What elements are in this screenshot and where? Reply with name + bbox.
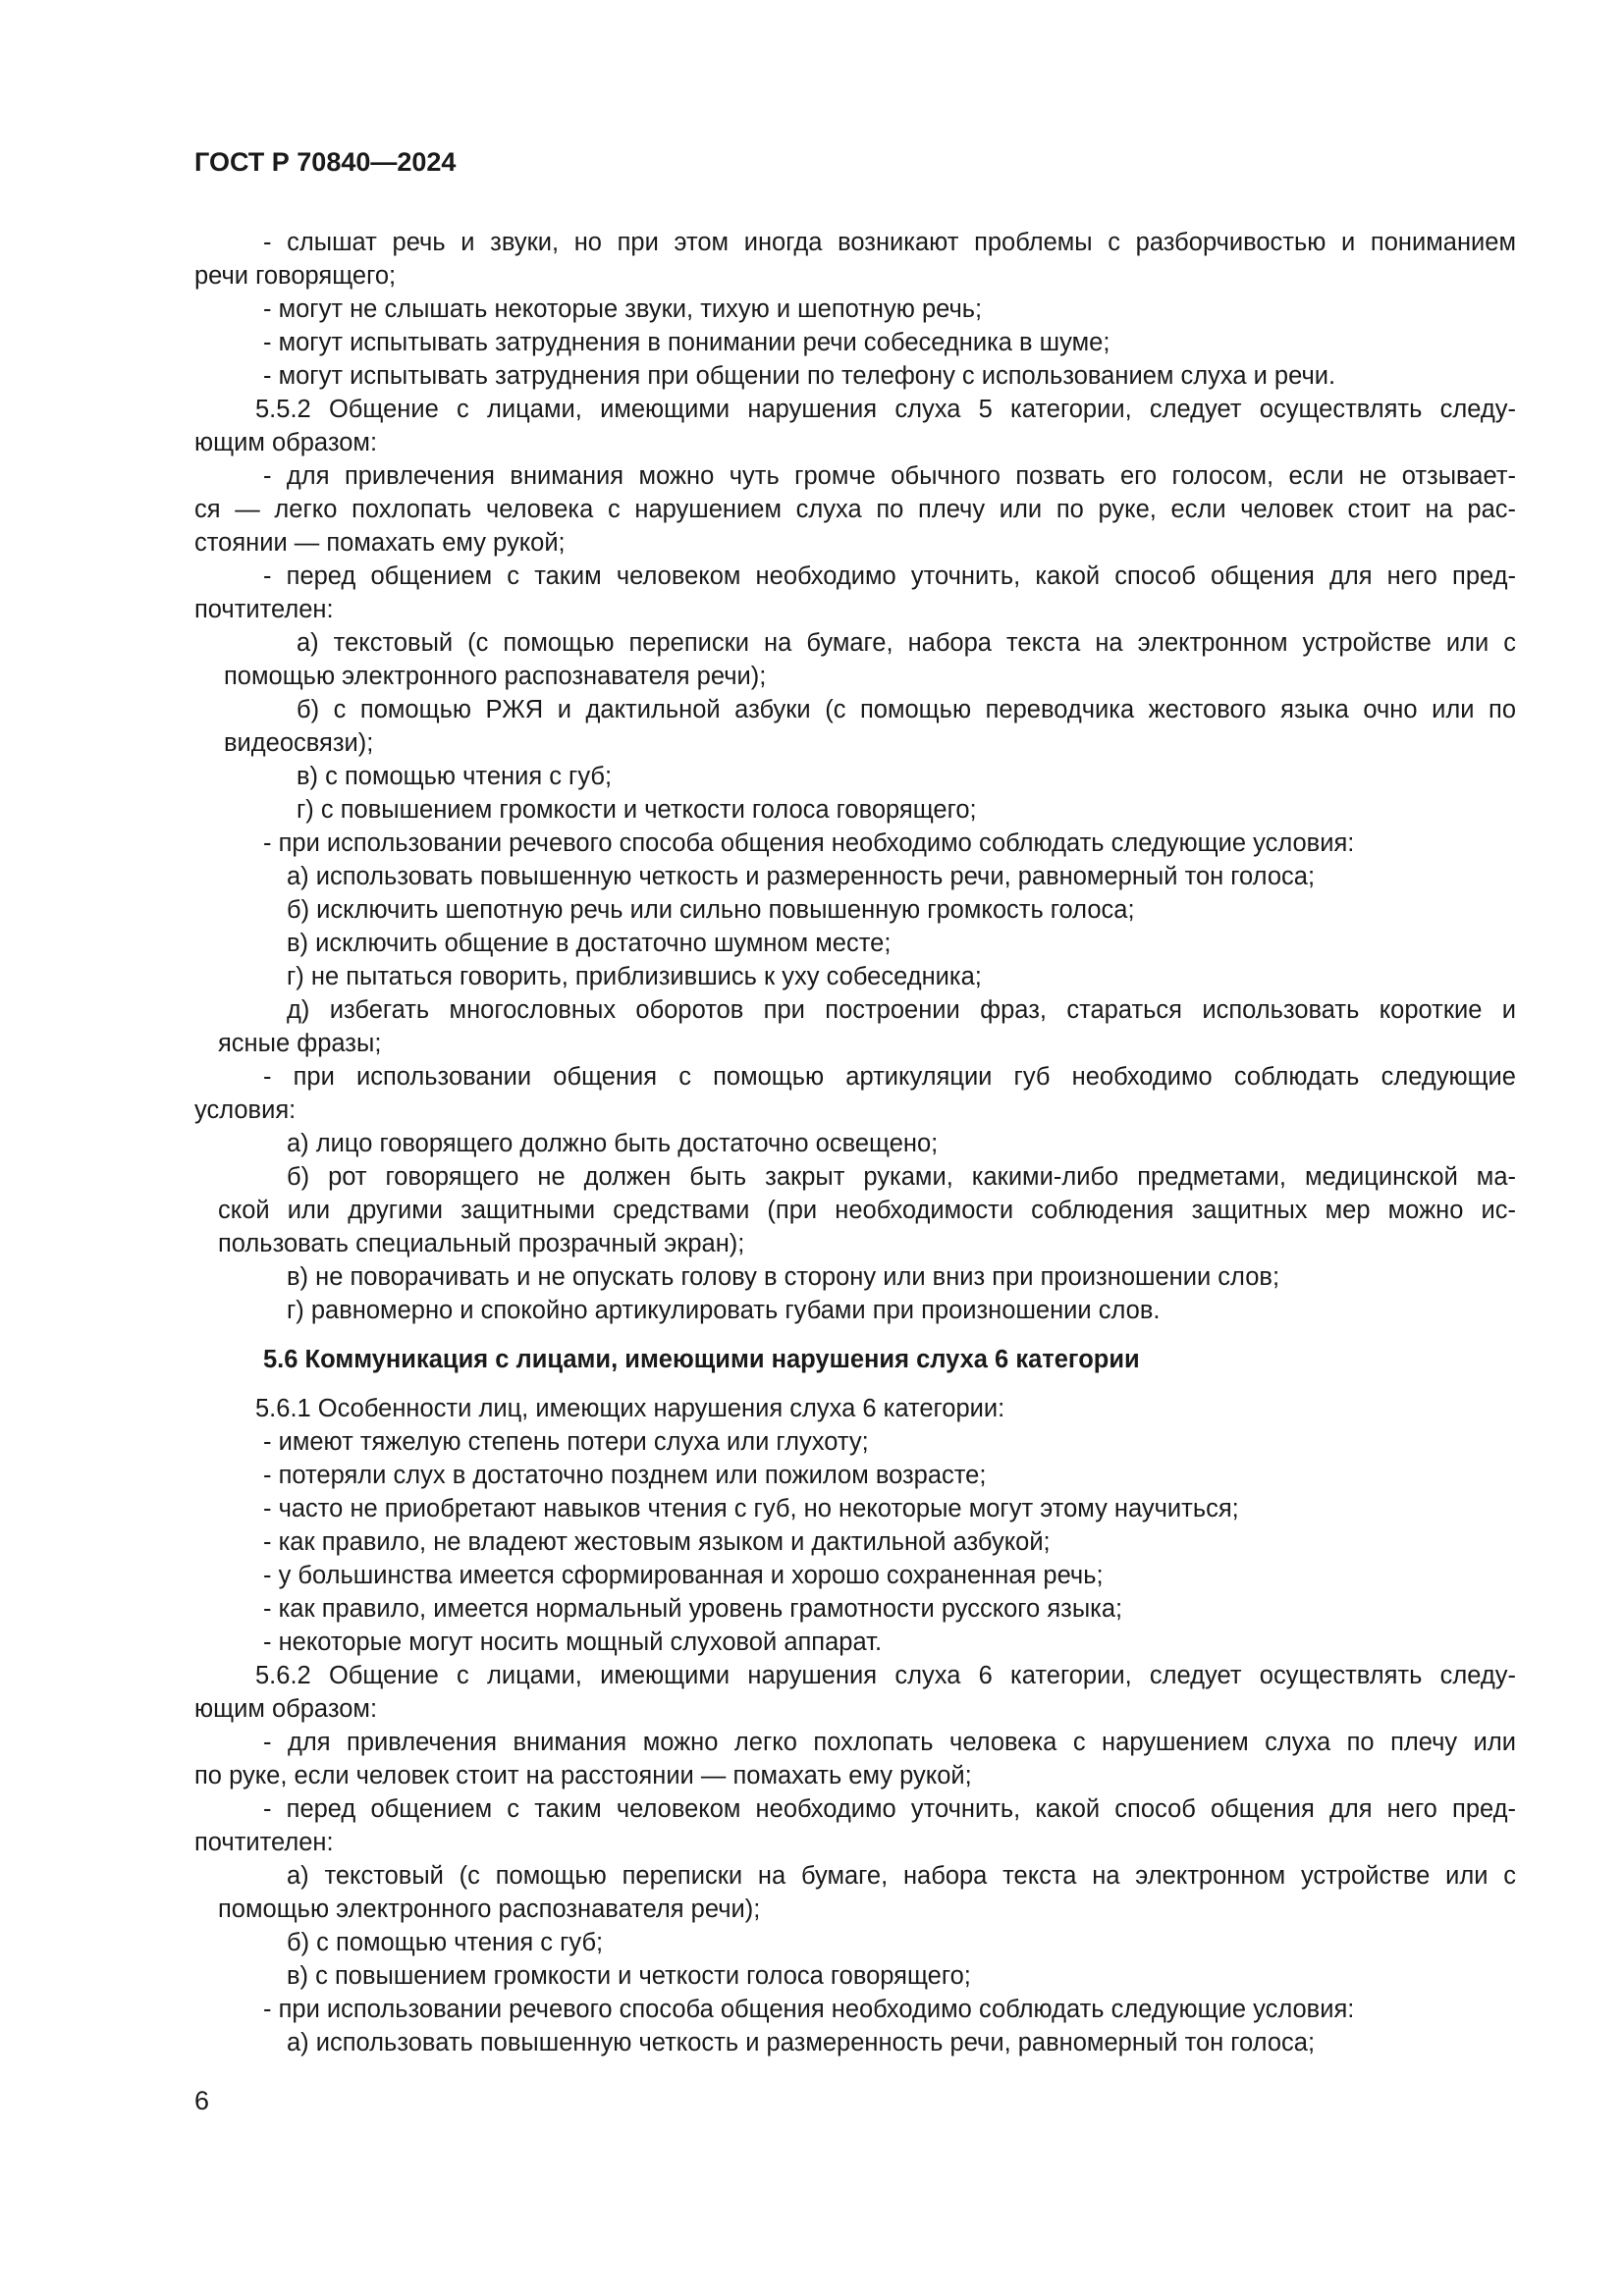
text-line: - у большинства имеется сформированная и хорошо сохраненная речь;	[263, 1562, 1104, 1589]
text-line: ющим образом:	[194, 1695, 378, 1723]
text-line: - перед общением с таким человеком необходимо уточнить, какой способ общения для него пред-	[263, 1795, 1516, 1823]
text-line: а) использовать повышенную четкость и размеренность речи, равномерный тон голоса;	[287, 2029, 1316, 2056]
text-line: а) использовать повышенную четкость и размеренность речи, равномерный тон голоса;	[287, 863, 1316, 890]
document-header: ГОСТ Р 70840—2024	[194, 147, 457, 177]
text-line: 5.6.1 Особенности лиц, имеющих нарушения слуха 6 категории:	[255, 1395, 1005, 1422]
text-line: - перед общением с таким человеком необходимо уточнить, какой способ общения для него пред-	[263, 562, 1516, 590]
text-line: - часто не приобретают навыков чтения с губ, но некоторые могут этому научиться;	[263, 1495, 1239, 1522]
text-line: - для привлечения внимания можно чуть громче обычного позвать его голосом, если не отзывает-	[263, 462, 1516, 490]
text-line: пользовать специальный прозрачный экран);	[218, 1230, 745, 1257]
page-number: 6	[194, 2086, 210, 2115]
text-line: - могут не слышать некоторые звуки, тихую и шепотную речь;	[263, 295, 983, 323]
text-line: г) с повышением громкости и четкости голоса говорящего;	[297, 796, 977, 824]
text-line: а) лицо говорящего должно быть достаточно освещено;	[287, 1130, 939, 1157]
text-line: б) с помощью чтения с губ;	[287, 1929, 604, 1956]
section-heading: 5.6 Коммуникация с лицами, имеющими нарушения слуха 6 категории	[263, 1346, 1140, 1373]
text-line: ющим образом:	[194, 429, 378, 456]
text-line: речи говорящего;	[194, 262, 397, 290]
text-line: б) с помощью РЖЯ и дактильной азбуки (с помощью переводчика жестового языка очно или по	[297, 696, 1516, 723]
text-line: - как правило, имеется нормальный уровень грамотности русского языка;	[263, 1595, 1123, 1623]
text-line: а) текстовый (с помощью переписки на бумаге, набора текста на электронном устройстве или с	[297, 629, 1516, 657]
text-line: ся — легко похлопать человека с нарушением слуха по плечу или по руке, если человек стоит на рас-	[194, 496, 1516, 523]
text-line: - при использовании речевого способа общения необходимо соблюдать следующие условия:	[263, 829, 1355, 857]
text-line: - потеряли слух в достаточно позднем или пожилом возрасте;	[263, 1462, 987, 1489]
text-line: а) текстовый (с помощью переписки на бумаге, набора текста на электронном устройстве или с	[287, 1862, 1516, 1890]
text-line: ясные фразы;	[218, 1030, 382, 1057]
text-line: г) равномерно и спокойно артикулировать губами при произношении слов.	[287, 1297, 1161, 1324]
text-line: - имеют тяжелую степень потери слуха или глухоту;	[263, 1428, 869, 1456]
text-line: г) не пытаться говорить, приблизившись к уху собеседника;	[287, 963, 982, 990]
text-line: в) не поворачивать и не опускать голову в сторону или вниз при произношении слов;	[287, 1263, 1280, 1291]
text-line: почтителен:	[194, 1829, 334, 1856]
text-line: стоянии — помахать ему рукой;	[194, 529, 566, 557]
text-line: в) исключить общение в достаточно шумном месте;	[287, 930, 892, 957]
text-line: видеосвязи);	[224, 729, 374, 757]
text-line: - при использовании общения с помощью артикуляции губ необходимо соблюдать следующие	[263, 1063, 1516, 1091]
document-body	[194, 226, 1516, 2059]
text-line: - могут испытывать затруднения при общении по телефону с использованием слуха и речи.	[263, 362, 1336, 390]
text-line: помощью электронного распознавателя речи);	[218, 1896, 761, 1923]
text-line: - при использовании речевого способа общения необходимо соблюдать следующие условия:	[263, 1996, 1355, 2023]
text-line: - некоторые могут носить мощный слуховой аппарат.	[263, 1629, 883, 1656]
text-line: д) избегать многословных оборотов при построении фраз, стараться использовать короткие и	[287, 996, 1516, 1024]
text-line: б) исключить шепотную речь или сильно повышенную громкость голоса;	[287, 896, 1135, 924]
text-line: - как правило, не владеют жестовым языком и дактильной азбукой;	[263, 1528, 1051, 1556]
text-line: почтителен:	[194, 596, 334, 623]
text-line: б) рот говорящего не должен быть закрыт руками, какими-либо предметами, медицинской ма-	[287, 1163, 1516, 1191]
text-line: в) с помощью чтения с губ;	[297, 763, 613, 790]
text-line: ской или другими защитными средствами (при необходимости соблюдения защитных мер можно ис-	[218, 1197, 1516, 1224]
text-line: помощью электронного распознавателя речи);	[224, 663, 767, 690]
text-line: по руке, если человек стоит на расстоянии — помахать ему рукой;	[194, 1762, 972, 1789]
text-line: - слышат речь и звуки, но при этом иногда возникают проблемы с разборчивостью и пониманием	[263, 229, 1516, 256]
text-line: 5.6.2 Общение с лицами, имеющими нарушения слуха 6 категории, следует осуществлять следу-	[255, 1662, 1516, 1689]
text-line: условия:	[194, 1096, 297, 1124]
text-line: - для привлечения внимания можно легко похлопать человека с нарушением слуха по плечу или	[263, 1729, 1516, 1756]
text-line: - могут испытывать затруднения в понимании речи собеседника в шуме;	[263, 329, 1110, 356]
text-line: в) с повышением громкости и четкости голоса говорящего;	[287, 1962, 971, 1990]
text-line: 5.5.2 Общение с лицами, имеющими нарушения слуха 5 категории, следует осуществлять следу-	[255, 396, 1516, 423]
